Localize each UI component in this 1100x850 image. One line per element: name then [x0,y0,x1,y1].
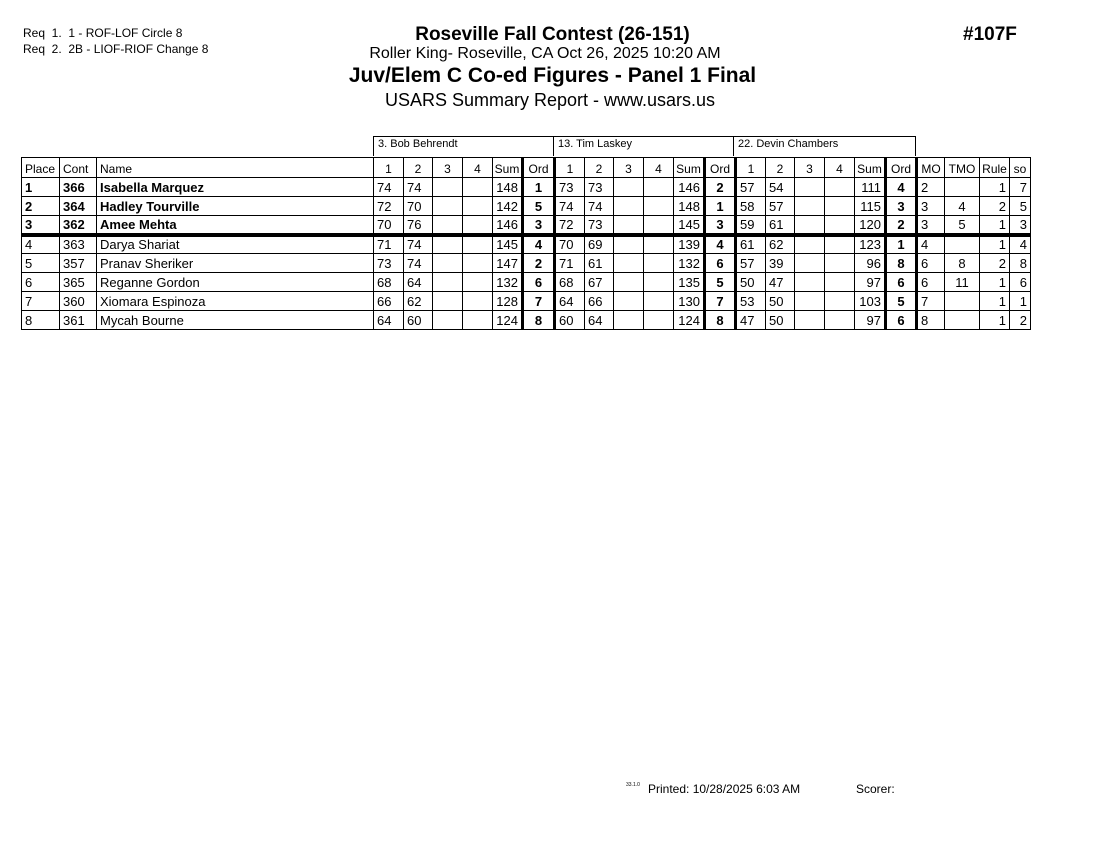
so-cell: 1 [1010,292,1031,311]
judge-2-score-4-cell [644,273,674,292]
judge-3-score-1-cell: 47 [736,311,766,330]
col-j1-ord: Ord [523,158,555,178]
judge-1-ordinal-cell: 4 [523,235,555,254]
judge-3-ordinal-cell: 3 [886,197,917,216]
report-title: USARS Summary Report - www.usars.us [384,90,716,110]
judge-2-score-4-cell [644,311,674,330]
mo-cell: 6 [917,273,945,292]
col-j3-ord: Ord [886,158,917,178]
col-j2-s3: 3 [614,158,644,178]
tmo-cell: 4 [945,197,980,216]
col-j1-s2: 2 [404,158,433,178]
judge-1-score-2-cell: 74 [404,254,433,273]
judge-3-score-3-cell [795,292,825,311]
judge-2-score-2-cell: 73 [585,216,614,235]
place-cell: 7 [22,292,60,311]
judge-3-score-1-cell: 61 [736,235,766,254]
judge-3-sum-cell: 111 [855,178,886,197]
table-row [22,273,1031,292]
judge-3-score-2-cell: 39 [766,254,795,273]
tmo-cell [945,235,980,254]
judge-3-sum-cell: 96 [855,254,886,273]
judge-3-sum-cell: 115 [855,197,886,216]
col-cont: Cont [60,158,97,178]
judge-1-score-2-cell: 62 [404,292,433,311]
judge-3-score-3-cell [795,197,825,216]
judge-2-score-3-cell [614,216,644,235]
mo-cell: 4 [917,235,945,254]
judge-2-sum-cell: 130 [674,292,705,311]
judge-3-ordinal-cell: 5 [886,292,917,311]
judge-2-ordinal-cell: 6 [705,254,736,273]
judge-3-score-4-cell [825,197,855,216]
judge-2-score-1-cell: 71 [555,254,585,273]
judge-1-score-2-cell: 60 [404,311,433,330]
judge-3-score-1-cell: 57 [736,254,766,273]
judge-1-score-4-cell [463,178,493,197]
contestant-number-cell: 360 [60,292,97,311]
judge-3-score-4-cell [825,254,855,273]
judge-3-score-3-cell [795,216,825,235]
so-cell: 8 [1010,254,1031,273]
table-row [22,292,1031,311]
judge-2-score-2-cell: 73 [585,178,614,197]
judge-2-sum-cell: 124 [674,311,705,330]
judge-1-score-3-cell [433,197,463,216]
judge-3-ordinal-cell: 6 [886,273,917,292]
table-row [22,235,1031,254]
mo-cell: 2 [917,178,945,197]
judge-1-score-4-cell [463,273,493,292]
judge-2-sum-cell: 145 [674,216,705,235]
judge-2-score-2-cell: 74 [585,197,614,216]
col-j1-s3: 3 [433,158,463,178]
judge-3-sum-cell: 120 [855,216,886,235]
judge-2-score-1-cell: 70 [555,235,585,254]
col-j1-s1: 1 [374,158,404,178]
tmo-cell [945,292,980,311]
judge-1-score-3-cell [433,178,463,197]
header-row [22,158,1031,178]
col-j2-s4: 4 [644,158,674,178]
col-name: Name [97,158,374,178]
contestant-number-cell: 364 [60,197,97,216]
rule-cell: 1 [980,216,1010,235]
col-j3-s4: 4 [825,158,855,178]
judge-1-score-4-cell [463,254,493,273]
judge-3-score-4-cell [825,273,855,292]
judge-1-sum-cell: 148 [493,178,523,197]
judge-1-score-3-cell [433,235,463,254]
judge-3-score-4-cell [825,235,855,254]
col-rule: Rule [980,158,1010,178]
judge-1-score-1-cell: 64 [374,311,404,330]
judge-1-sum-cell: 146 [493,216,523,235]
tmo-cell [945,178,980,197]
tmo-cell: 5 [945,216,980,235]
judge-2-sum-cell: 148 [674,197,705,216]
judge-3-score-3-cell [795,235,825,254]
judge-2-score-2-cell: 64 [585,311,614,330]
judge-1-score-4-cell [463,197,493,216]
judge-2-score-3-cell [614,273,644,292]
col-j3-sum: Sum [855,158,886,178]
judge-3-score-2-cell: 54 [766,178,795,197]
judge-3-score-2-cell: 50 [766,311,795,330]
judge-3-sum-cell: 97 [855,311,886,330]
col-j2-s2: 2 [585,158,614,178]
results-table [21,157,1031,330]
judge-1-score-2-cell: 64 [404,273,433,292]
tmo-cell: 8 [945,254,980,273]
judge-2-sum-cell: 132 [674,254,705,273]
judge-2-sum-cell: 139 [674,235,705,254]
judge-3-score-1-cell: 59 [736,216,766,235]
judge-1-score-1-cell: 66 [374,292,404,311]
judge-2-score-2-cell: 67 [585,273,614,292]
judge-2-ordinal-cell: 4 [705,235,736,254]
place-cell: 2 [22,197,60,216]
judge-2-score-3-cell [614,235,644,254]
judge-1-score-2-cell: 74 [404,235,433,254]
col-mo: MO [917,158,945,178]
rule-cell: 2 [980,254,1010,273]
judge-2-score-3-cell [614,311,644,330]
judge-1-ordinal-cell: 3 [523,216,555,235]
judge-1-sum-cell: 132 [493,273,523,292]
judge-2-score-1-cell: 64 [555,292,585,311]
judge-2-sum-cell: 146 [674,178,705,197]
so-cell: 6 [1010,273,1031,292]
place-cell: 5 [22,254,60,273]
skater-name-cell: Xiomara Espinoza [97,292,374,311]
rule-cell: 1 [980,273,1010,292]
contest-title: Roseville Fall Contest (26-151) [415,24,690,45]
judge-2-score-4-cell [644,216,674,235]
rule-cell: 1 [980,235,1010,254]
event-title: Juv/Elem C Co-ed Figures - Panel 1 Final [348,64,757,87]
col-j3-s2: 2 [766,158,795,178]
judge-2-score-4-cell [644,292,674,311]
contestant-number-cell: 363 [60,235,97,254]
judge-1-ordinal-cell: 7 [523,292,555,311]
col-tmo: TMO [945,158,980,178]
place-cell: 3 [22,216,60,235]
skater-name-cell: Mycah Bourne [97,311,374,330]
judge-3-score-2-cell: 50 [766,292,795,311]
mo-cell: 8 [917,311,945,330]
table-row [22,311,1031,330]
judge-3-ordinal-cell: 4 [886,178,917,197]
judge-2-score-4-cell [644,178,674,197]
judge-1-score-4-cell [463,235,493,254]
col-j2-ord: Ord [705,158,736,178]
judge-1-score-1-cell: 71 [374,235,404,254]
judge-1-score-1-cell: 74 [374,178,404,197]
judge-1-score-3-cell [433,254,463,273]
contestant-number-cell: 357 [60,254,97,273]
col-place: Place [22,158,60,178]
judge-1-score-3-cell [433,216,463,235]
so-cell: 7 [1010,178,1031,197]
judge-3-score-3-cell [795,273,825,292]
judge-1-score-3-cell [433,292,463,311]
software-version-mark: 33.1.0 [626,782,640,788]
contestant-number-cell: 361 [60,311,97,330]
skater-name-cell: Reganne Gordon [97,273,374,292]
rule-cell: 2 [980,197,1010,216]
judge-1-ordinal-cell: 5 [523,197,555,216]
judge-1-sum-cell: 128 [493,292,523,311]
table-row [22,254,1031,273]
judge-2-score-3-cell [614,292,644,311]
contestant-number-cell: 365 [60,273,97,292]
judge-1-score-1-cell: 72 [374,197,404,216]
judge-3-ordinal-cell: 2 [886,216,917,235]
judge-1-score-3-cell [433,311,463,330]
mo-cell: 3 [917,216,945,235]
so-cell: 2 [1010,311,1031,330]
judge-2-score-1-cell: 72 [555,216,585,235]
col-j1-s4: 4 [463,158,493,178]
judge-2-sum-cell: 135 [674,273,705,292]
col-j2-s1: 1 [555,158,585,178]
judge-1-score-4-cell [463,292,493,311]
skater-name-cell: Amee Mehta [97,216,374,235]
judge-1-ordinal-cell: 8 [523,311,555,330]
table-row [22,197,1031,216]
contestant-number-cell: 366 [60,178,97,197]
judge-3-header: 22. Devin Chambers [733,136,916,156]
judge-1-ordinal-cell: 2 [523,254,555,273]
judge-2-score-1-cell: 74 [555,197,585,216]
judge-3-score-3-cell [795,254,825,273]
judge-3-score-3-cell [795,178,825,197]
judge-3-score-1-cell: 50 [736,273,766,292]
contestant-number-cell: 362 [60,216,97,235]
judge-2-ordinal-cell: 3 [705,216,736,235]
venue-date: Roller King- Roseville, CA Oct 26, 2025 10:20 AM [369,45,721,62]
judge-1-sum-cell: 142 [493,197,523,216]
judge-1-score-2-cell: 76 [404,216,433,235]
judge-1-sum-cell: 124 [493,311,523,330]
judge-2-ordinal-cell: 7 [705,292,736,311]
judge-3-score-1-cell: 53 [736,292,766,311]
judge-1-score-1-cell: 73 [374,254,404,273]
judge-2-score-3-cell [614,254,644,273]
place-cell: 4 [22,235,60,254]
judge-3-score-1-cell: 57 [736,178,766,197]
judge-3-ordinal-cell: 8 [886,254,917,273]
mo-cell: 7 [917,292,945,311]
judge-3-ordinal-cell: 6 [886,311,917,330]
place-cell: 8 [22,311,60,330]
judge-1-score-3-cell [433,273,463,292]
judge-2-score-4-cell [644,235,674,254]
judge-3-score-2-cell: 47 [766,273,795,292]
tmo-cell [945,311,980,330]
judge-3-score-1-cell: 58 [736,197,766,216]
rule-cell: 1 [980,178,1010,197]
mo-cell: 6 [917,254,945,273]
table-row [22,216,1031,235]
judge-2-score-1-cell: 60 [555,311,585,330]
judge-3-sum-cell: 103 [855,292,886,311]
judge-2-ordinal-cell: 1 [705,197,736,216]
col-j1-sum: Sum [493,158,523,178]
judge-1-score-4-cell [463,216,493,235]
so-cell: 4 [1010,235,1031,254]
judge-2-score-2-cell: 61 [585,254,614,273]
judge-2-ordinal-cell: 8 [705,311,736,330]
col-j3-s3: 3 [795,158,825,178]
judge-2-score-1-cell: 68 [555,273,585,292]
judge-3-score-4-cell [825,178,855,197]
col-j3-s1: 1 [736,158,766,178]
judge-3-score-4-cell [825,216,855,235]
mo-cell: 3 [917,197,945,216]
judge-1-header: 3. Bob Behrendt [373,136,554,156]
rule-cell: 1 [980,292,1010,311]
tmo-cell: 11 [945,273,980,292]
judge-3-ordinal-cell: 1 [886,235,917,254]
skater-name-cell: Pranav Sheriker [97,254,374,273]
col-so: so [1010,158,1031,178]
judge-2-score-4-cell [644,197,674,216]
skater-name-cell: Hadley Tourville [97,197,374,216]
judge-2-score-2-cell: 69 [585,235,614,254]
skater-name-cell: Isabella Marquez [97,178,374,197]
judge-1-score-2-cell: 74 [404,178,433,197]
judge-2-score-3-cell [614,178,644,197]
judge-3-sum-cell: 123 [855,235,886,254]
place-cell: 1 [22,178,60,197]
place-cell: 6 [22,273,60,292]
judge-1-sum-cell: 145 [493,235,523,254]
judge-3-score-4-cell [825,311,855,330]
judge-2-score-1-cell: 73 [555,178,585,197]
requirement-2: Req 2. 2B - LIOF-RIOF Change 8 [23,42,209,56]
judge-1-score-1-cell: 68 [374,273,404,292]
judge-1-score-1-cell: 70 [374,216,404,235]
judge-1-sum-cell: 147 [493,254,523,273]
table-row [22,178,1031,197]
printed-timestamp: Printed: 10/28/2025 6:03 AM [648,782,801,796]
judge-2-score-3-cell [614,197,644,216]
judge-1-score-2-cell: 70 [404,197,433,216]
judge-1-ordinal-cell: 1 [523,178,555,197]
scorer-label: Scorer: [856,782,895,796]
requirement-1: Req 1. 1 - ROF-LOF Circle 8 [23,26,183,40]
judge-1-ordinal-cell: 6 [523,273,555,292]
judge-2-ordinal-cell: 5 [705,273,736,292]
judge-2-ordinal-cell: 2 [705,178,736,197]
event-number: #107F [963,24,1017,45]
so-cell: 5 [1010,197,1031,216]
rule-cell: 1 [980,311,1010,330]
judge-3-score-4-cell [825,292,855,311]
skater-name-cell: Darya Shariat [97,235,374,254]
judge-3-score-2-cell: 57 [766,197,795,216]
col-j2-sum: Sum [674,158,705,178]
judge-2-score-2-cell: 66 [585,292,614,311]
judge-2-score-4-cell [644,254,674,273]
judge-1-score-4-cell [463,311,493,330]
judge-3-sum-cell: 97 [855,273,886,292]
judge-3-score-2-cell: 61 [766,216,795,235]
so-cell: 3 [1010,216,1031,235]
judge-3-score-3-cell [795,311,825,330]
judge-2-header: 13. Tim Laskey [553,136,734,156]
judge-3-score-2-cell: 62 [766,235,795,254]
